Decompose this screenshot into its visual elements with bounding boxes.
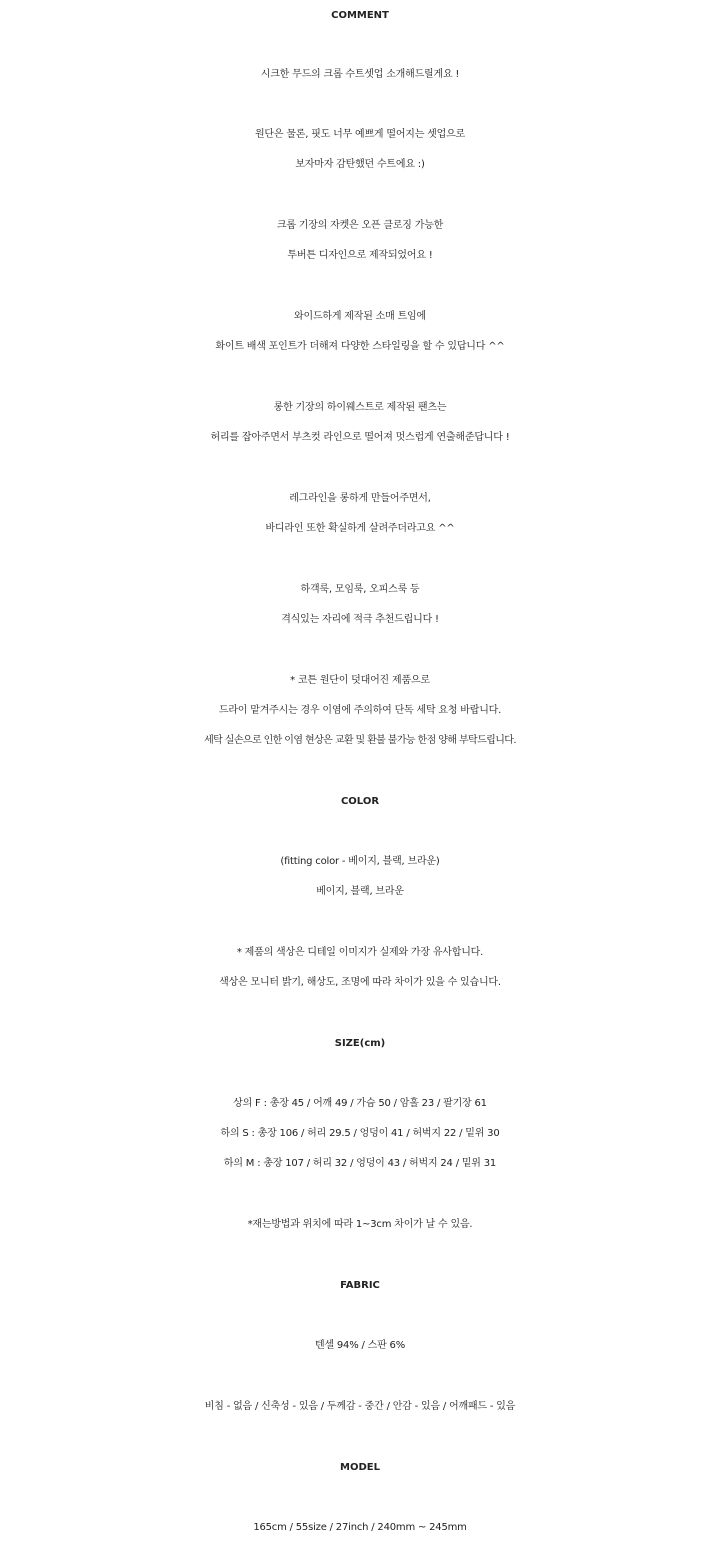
comment-line: 시크한 무드의 크롭 수트셋업 소개해드릴게요 !	[260, 69, 460, 80]
color-line: * 제품의 색상은 디테일 이미지가 실제와 가장 유사합니다.	[236, 947, 484, 958]
comment-line: 화이트 배색 포인트가 더해져 다양한 스타일링을 할 수 있답니다 ^^	[215, 341, 505, 352]
size-line: *재는방법과 위치에 따라 1~3cm 차이가 날 수 있음.	[247, 1219, 473, 1230]
color-line: 색상은 모니터 밝기, 해상도, 조명에 따라 차이가 있을 수 있습니다.	[219, 977, 501, 988]
model-heading: MODEL	[340, 1462, 380, 1473]
comment-line: 롱한 기장의 하이웨스트로 제작된 팬츠는	[273, 402, 447, 413]
comment-line: 와이드하게 제작된 소매 트임에	[294, 311, 426, 322]
fabric-line: 비침 - 없음 / 신축성 - 있음 / 두께감 - 중간 / 안감 - 있음 / 어깨패드 - 있음	[204, 1401, 516, 1412]
comment-line: 세탁 실손으로 인한 이염 현상은 교환 및 환불 불가능 한점 양해 부탁드립니다.	[204, 735, 516, 746]
comment-line: 투버튼 디자인으로 제작되었어요 !	[287, 250, 433, 261]
comment-line: 바디라인 또한 확실하게 살려주더라고요 ^^	[265, 523, 455, 534]
comment-line: 레그라인을 롱하게 만들어주면서,	[289, 493, 431, 504]
color-line: (fitting color - 베이지, 블랙, 브라운)	[280, 856, 440, 867]
comment-line: 허리를 잡아주면서 부츠컷 라인으로 떨어져 멋스럽게 연출해준답니다 !	[210, 432, 510, 443]
fabric-line: 텐셀 94% / 스판 6%	[314, 1340, 405, 1351]
size-line: 하의 S : 총장 106 / 허리 29.5 / 엉덩이 41 / 허벅지 22 / 밑위 30	[220, 1128, 500, 1139]
comment-line: 크롭 기장의 자켓은 오픈 클로징 가능한	[276, 220, 444, 231]
color-line: 베이지, 블랙, 브라운	[316, 886, 404, 897]
comment-heading: COMMENT	[331, 10, 389, 21]
size-line: 하의 M : 총장 107 / 허리 32 / 엉덩이 43 / 허벅지 24 / 밑위 31	[223, 1158, 497, 1169]
fabric-heading: FABRIC	[340, 1280, 380, 1291]
size-heading: SIZE(cm)	[334, 1038, 386, 1049]
comment-line: 하객룩, 모임룩, 오피스룩 등	[300, 584, 420, 595]
comment-line: 격식있는 자리에 적극 추천드립니다 !	[281, 614, 439, 625]
comment-line: 드라이 맡겨주시는 경우 이염에 주의하여 단독 세탁 요청 바랍니다.	[218, 705, 502, 716]
color-heading: COLOR	[340, 796, 380, 807]
comment-line: 원단은 물론, 핏도 너무 예쁘게 떨어지는 셋업으로	[254, 129, 466, 140]
model-line: 165cm / 55size / 27inch / 240mm ~ 245mm	[253, 1522, 467, 1533]
comment-line: 보자마자 감탄했던 수트에요 :)	[295, 159, 425, 170]
size-line: 상의 F : 총장 45 / 어깨 49 / 가슴 50 / 암홀 23 / 팔기장 61	[233, 1098, 487, 1109]
comment-line: * 코튼 원단이 덧대어진 제품으로	[290, 675, 430, 686]
